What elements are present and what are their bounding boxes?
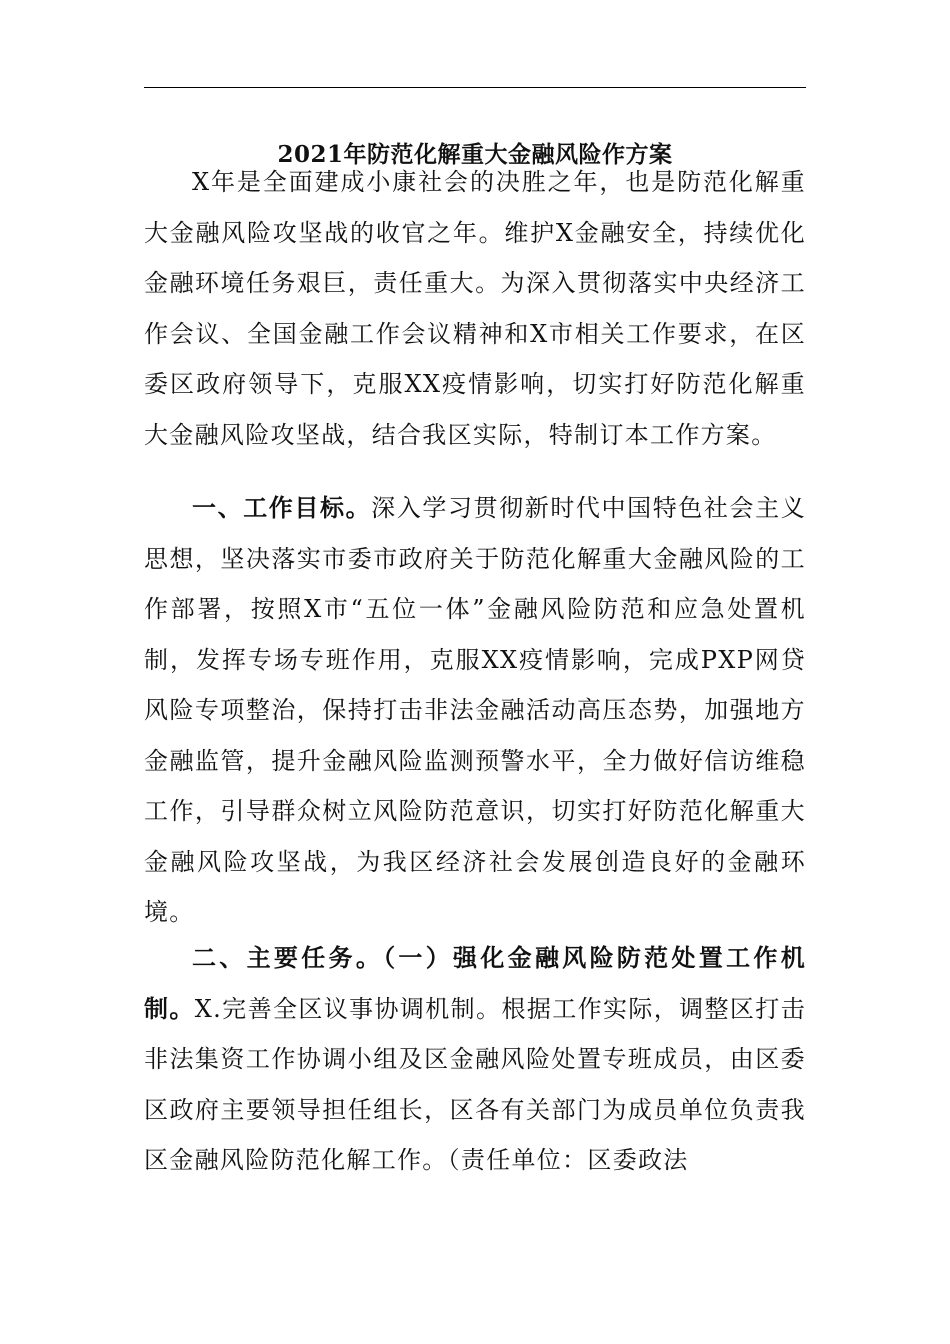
section-goals-body: 深入学习贯彻新时代中国特色社会主义思想，坚决落实市委市政府关于防范化解重大金融风险的工作部署，按照X市“五位一体”金融风险防范和应急处置机制，发挥专场专班作用，克服XX疫情影响，完成PXP网贷风险专项整治，保持打击非法金融活动高压态势，加强地方金融监管，提升金融风险监测预警水平，全力做好信访维稳工作，引导群众树立风险防范意识，切实打好防范化解重大金融风险攻坚战，为我区经济社会发展创造良好的金融环境。 bbox=[144, 494, 806, 926]
intro-paragraph: X年是全面建成小康社会的决胜之年，也是防范化解重大金融风险攻坚战的收官之年。维护X金融安全，持续优化金融环境任务艰巨，责任重大。为深入贯彻落实中央经济工作会议、全国金融工作会议精神和X市相关工作要求，在区委区政府领导下，克服XX疫情影响，切实打好防范化解重大金融风险攻坚战，结合我区实际，特制订本工作方案。 bbox=[144, 168, 806, 449]
section-tasks-body: X.完善全区议事协调机制。根据工作实际，调整区打击非法集资工作协调小组及区金融风险处置专班成员，由区委区政府主要领导担任组长，区各有关部门为成员单位负责我区金融风险防范化解工作。（责任单位：区委政法 bbox=[144, 994, 806, 1174]
header-rule bbox=[144, 87, 806, 88]
document-title: 2021年防范化解重大金融风险作方案 bbox=[277, 141, 673, 168]
section-goals-paragraph bbox=[144, 483, 806, 938]
section-goals-heading: 一、工作目标。 bbox=[192, 493, 372, 522]
section-tasks-heading: 二、主要任务。（一）强化金融风险防范处置工作机制。 bbox=[144, 943, 806, 1023]
section-tasks-paragraph bbox=[144, 933, 806, 1186]
